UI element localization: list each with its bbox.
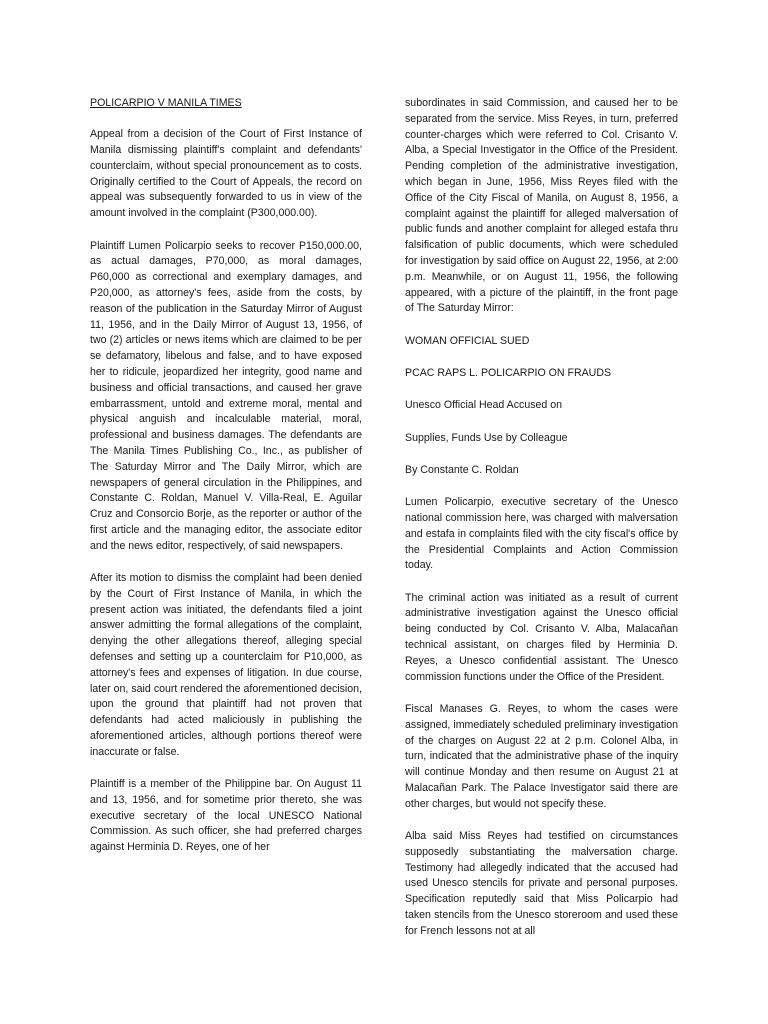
paragraph: Lumen Policarpio, executive secretary of the Unesco national commission here, was charged with malversation and estafa in complaints filed with the city fiscal's office by the Presidential Complaints and Action Commission today.	[405, 496, 678, 572]
byline: By Constante C. Roldan	[405, 463, 519, 476]
paragraph: Plaintiff Lumen Policarpio seeks to recover P150,000.00, as actual damages, P70,000, as moral damages, P60,000 as correctional and exemplary damages, and P20,000, as attorney's fees, aside from the costs, by reason of the publication in the Saturday Mirror of August 11, 1956, and in the Daily Mirror of August 13, 1956, of two (2) articles or news items which are claimed to be per se defamatory, libelous and false, and to have exposed her to ridicule, jeopardized her integrity, good name and business and official transactions, and caused her grave embarrassment, untold and extreme moral, mental and physical anguish and incalculable material, moral, professional and business damages. The defendants are The Manila Times Publishing Co., Inc., as publisher of The Saturday Mirror and The Daily Mirror, which are newspapers of general circulation in the Philippines, and Constante C. Roldan, Manuel V. Villa-Real, E. Aguilar Cruz and Consorcio Borje, as the reporter or author of the first article and the managing editor, the associate editor and the news editor, respectively, of said newspapers.	[90, 239, 362, 552]
headline-line: Unesco Official Head Accused on	[405, 399, 563, 412]
paragraph: subordinates in said Commission, and caused her to be separated from the service. Miss Reyes, in turn, preferred counter-charges which were referred to Col. Crisanto V. Alba, a Special Investigator in the Office of the President. Pending completion of the administrative investigation, which began in June, 1956, Miss Reyes filed with the Office of the City Fiscal of Manila, on August 8, 1956, a complaint against the plaintiff for alleged malversation of public funds and another complaint for alleged estafa thru falsification of public documents, which were scheduled for investigation by said office on August 22, 1956, at 2:00 p.m. Meanwhile, or on August 11, 1956, the following appeared, with a picture of the plaintiff, in the front page of The Saturday Mirror:	[405, 97, 678, 315]
paragraph: Fiscal Manases G. Reyes, to whom the cases were assigned, immediately scheduled preliminary investigation of the charges on August 22 at 2 p.m. Colonel Alba, in turn, indicated that the administrative phase of the inquiry will continue Monday and then resume on August 21 at Malacañan Park. The Palace Investigator said there are other charges, but would not specify these.	[405, 702, 678, 810]
paragraph: Alba said Miss Reyes had testified on circumstances supposedly substantiating the malversation charge. Testimony had allegedly indicated that the accused had used Unesco stencils for private and personal purposes. Specification reputedly said that Miss Policarpio had taken stencils from the Unesco storeroom and used these for French lessons not at all	[405, 829, 678, 937]
headline-line: PCAC RAPS L. POLICARPIO ON FRAUDS	[405, 366, 612, 379]
headline-line: Supplies, Funds Use by Colleague	[405, 431, 568, 444]
news-headline-block	[405, 334, 678, 479]
paragraph: The criminal action was initiated as a result of current administrative investigation against the Unesco official being conducted by Col. Crisanto V. Alba, Malacañan technical assistant, on charges filed by Herminia D. Reyes, a Unesco confidential assistant. The Unesco commission functions under the Office of the President.	[405, 591, 678, 683]
paragraph: After its motion to dismiss the complaint had been denied by the Court of First Instance of Manila, in which the present action was initiated, the defendants filed a joint answer admitting the formal allegations of the complaint, denying the other allegations thereof, alleging special defenses and setting up a counterclaim for P10,000, as attorney's fees and expenses of litigation. In due course, later on, said court rendered the aforementioned decision, upon the ground that plaintiff had not proven that defendants had acted maliciously in publishing the aforementioned articles, although portions thereof were inaccurate or false.	[90, 572, 362, 758]
right-column	[405, 96, 678, 956]
paragraph: Appeal from a decision of the Court of First Instance of Manila dismissing plaintiff's complaint and defendants' counterclaim, without special pronouncement as to costs. Originally certified to the Court of Appeals, the record on appeal was subsequently forwarded to us in view of the amount involved in the complaint (P300,000.00).	[90, 128, 362, 220]
headline-line: WOMAN OFFICIAL SUED	[405, 334, 530, 347]
paragraph: Plaintiff is a member of the Philippine bar. On August 11 and 13, 1956, and for sometime prior thereto, she was executive secretary of the local UNESCO National Commission. As such officer, she had preferred charges against Herminia D. Reyes, one of her	[90, 778, 362, 854]
left-column	[90, 96, 362, 873]
document-title: POLICARPIO V MANILA TIMES	[90, 97, 242, 109]
